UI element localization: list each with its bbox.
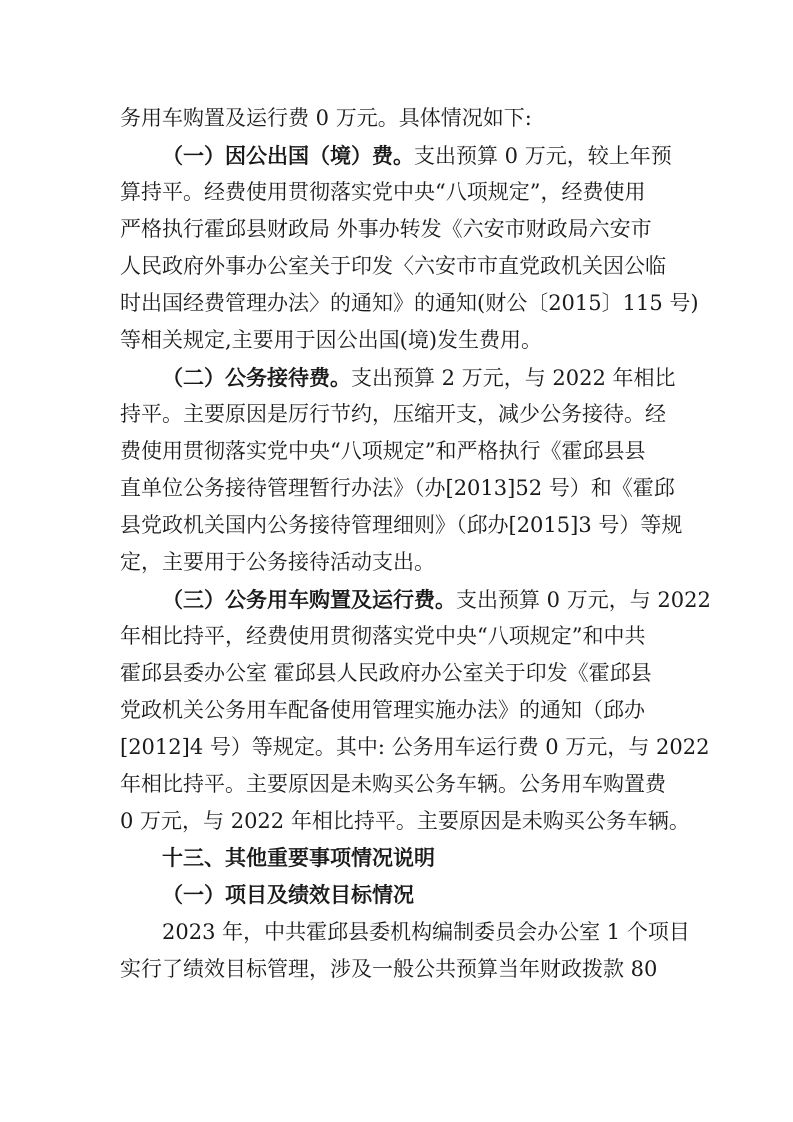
paragraph-line: 年相比持平，经费使用贯彻落实党中央“八项规定”和中共 (120, 624, 646, 648)
paragraph-line: 直单位公务接待管理暂行办法》（办[2013]52 号）和《霍邱 (120, 476, 675, 500)
paragraph-line: 年相比持平。主要原因是未购买公务车辆。公务用车购置费 (120, 772, 666, 796)
paragraph-official-reception (120, 359, 683, 581)
paragraph-line: 实行了绩效目标管理，涉及一般公共预算当年财政拨款 80 (120, 957, 658, 981)
paragraph-first-line (120, 137, 680, 174)
paragraph-performance-goals (120, 914, 690, 988)
paragraph-line: 等相关规定,主要用于因公出国(境)发生费用。 (120, 328, 543, 352)
paragraph-line: 持平。主要原因是厉行节约，压缩开支，减少公务接待。经 (120, 402, 666, 426)
paragraph-line: 2023 年，中共霍邱县委机构编制委员会办公室 1 个项目 (162, 920, 690, 944)
paragraph-first-line (120, 581, 711, 618)
paragraph-line: 定，主要用于公务接待活动支出。 (120, 550, 435, 574)
paragraph-line: 严格执行霍邱县财政局 外事办转发《六安市财政局六安市 (120, 217, 652, 241)
paragraph-line: 费使用贯彻落实党中央“八项规定”和严格执行《霍邱县县 (120, 439, 646, 463)
paragraph-title: （一）因公出国（境）费。 (162, 143, 414, 168)
paragraph-line: 霍邱县委办公室 霍邱县人民政府办公室关于印发《霍邱县 (120, 661, 652, 685)
paragraph-line: 人民政府外事办公室关于印发〈六安市市直党政机关因公临 (120, 254, 666, 278)
paragraph-text: 支出预算 2 万元，与 2022 年相比 (351, 366, 676, 390)
paragraph-first-line (120, 359, 680, 396)
paragraph-line: 党政机关公务用车配备使用管理实施办法》的通知（邱办 (120, 698, 645, 722)
paragraph-line: 县党政机关国内公务接待管理细则》（邱办[2015]3 号）等规 (120, 513, 683, 537)
paragraph-line: [2012]4 号）等规定。其中: 公务用车运行费 0 万元，与 2022 (120, 735, 710, 759)
paragraph-line: 0 万元，与 2022 年相比持平。主要原因是未购买公务车辆。 (120, 809, 690, 833)
section-heading: 十三、其他重要事项情况说明 (162, 846, 435, 870)
paragraph-official-vehicles (120, 581, 711, 840)
sub-heading: （一）项目及绩效目标情况 (162, 883, 414, 907)
intro-line: 务用车购置及运行费 0 万元。具体情况如下: (120, 106, 532, 130)
paragraph-line: 算持平。经费使用贯彻落实党中央“八项规定”，经费使用 (120, 180, 646, 204)
paragraph-text: 支出预算 0 万元，与 2022 (456, 588, 711, 612)
paragraph-text: 支出预算 0 万元，较上年预 (414, 144, 672, 168)
paragraph-overseas-travel (120, 137, 699, 359)
document-page (120, 100, 711, 988)
paragraph-line: 时出国经费管理办法〉的通知》的通知(财公〔2015〕115 号) (120, 291, 699, 315)
paragraph-title: （二）公务接待费。 (162, 365, 351, 390)
paragraph-title: （三）公务用车购置及运行费。 (162, 587, 456, 612)
